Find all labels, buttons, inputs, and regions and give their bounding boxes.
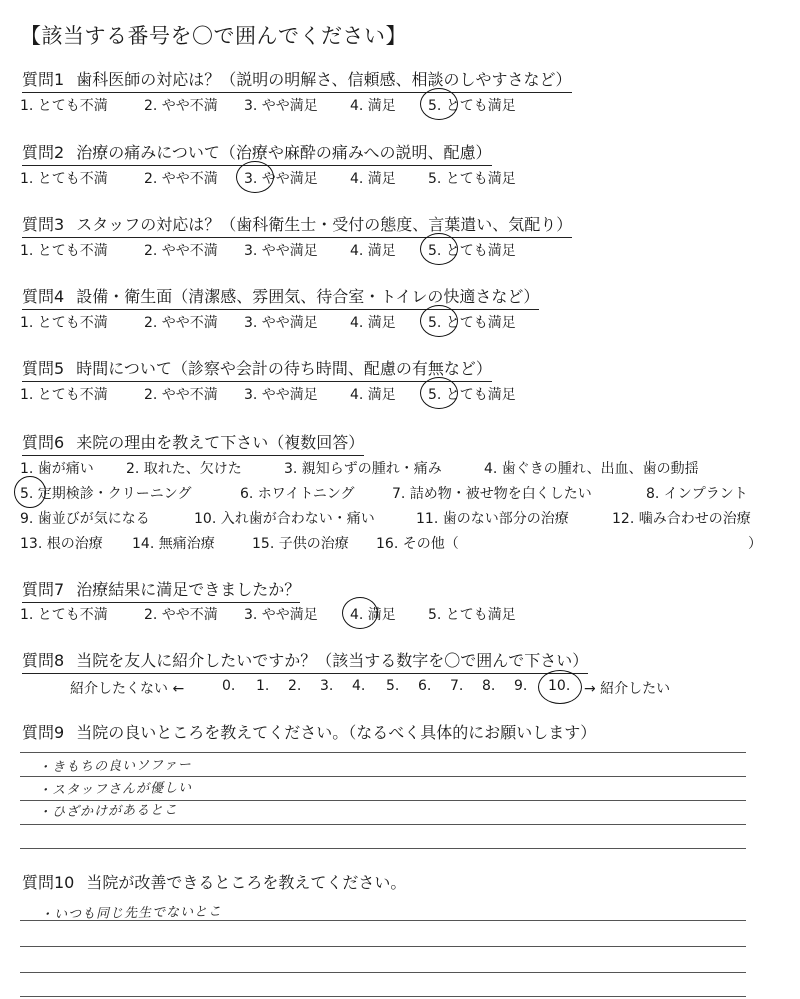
handwritten-answer: ・スタッフさんが優しい bbox=[37, 780, 193, 799]
nps-option[interactable]: 0. bbox=[222, 678, 236, 694]
nps-right-label: → 紹介したい bbox=[584, 681, 671, 697]
question-text: 治療結果に満足できましたか？ bbox=[76, 580, 301, 599]
reason-option[interactable]: 16. その他（ bbox=[376, 536, 459, 552]
reason-option[interactable]: 12. 噛み合わせの治療 bbox=[612, 511, 751, 527]
nps-option[interactable]: 1. bbox=[256, 678, 270, 694]
question-number: 質問8 bbox=[22, 651, 65, 670]
question-text: スタッフの対応は？（歯科衛生士・受付の態度、言葉遣い、気配り） bbox=[76, 215, 573, 234]
rating-option-5[interactable]: 5. とても満足 bbox=[428, 315, 516, 331]
question-9-heading bbox=[22, 720, 596, 743]
question-8-heading bbox=[22, 648, 588, 674]
selected-circle bbox=[538, 670, 582, 704]
handwritten-answer: ・ひざかけがあるとこ bbox=[37, 802, 179, 821]
reason-option[interactable]: 14. 無痛治療 bbox=[132, 536, 215, 552]
handwritten-answer: ・いつも同じ先生でないとこ bbox=[39, 904, 223, 923]
rating-option-1[interactable]: 1. とても不満 bbox=[20, 387, 108, 403]
nps-left-label: 紹介したくない ← bbox=[70, 681, 185, 697]
rating-option-5[interactable]: 5. とても満足 bbox=[428, 387, 516, 403]
question-number: 質問9 bbox=[22, 723, 65, 742]
rating-option-5[interactable]: 5. とても満足 bbox=[428, 98, 516, 114]
reason-option[interactable]: 13. 根の治療 bbox=[20, 536, 103, 552]
question-number: 質問10 bbox=[22, 873, 75, 892]
reason-option[interactable]: 15. 子供の治療 bbox=[252, 536, 349, 552]
rating-option-4[interactable]: 4. 満足 bbox=[350, 315, 396, 331]
rating-option-3[interactable]: 3. やや満足 bbox=[244, 243, 318, 259]
nps-option[interactable]: 5. bbox=[386, 678, 400, 694]
answer-line bbox=[20, 824, 746, 825]
rating-option-3[interactable]: 3. やや満足 bbox=[244, 607, 318, 623]
question-number: 質問3 bbox=[22, 215, 65, 234]
question-text: 当院を友人に紹介したいですか？（該当する数字を〇で囲んで下さい） bbox=[76, 651, 589, 670]
rating-option-1[interactable]: 1. とても不満 bbox=[20, 171, 108, 187]
selected-circle bbox=[420, 233, 458, 265]
question-number: 質問4 bbox=[22, 287, 65, 306]
nps-option[interactable]: 10. bbox=[548, 678, 571, 694]
selected-circle bbox=[342, 597, 378, 629]
question-text: 当院が改善できるところを教えてください。 bbox=[86, 873, 407, 892]
nps-option[interactable]: 6. bbox=[418, 678, 432, 694]
nps-option[interactable]: 2. bbox=[288, 678, 302, 694]
reason-option[interactable]: 11. 歯のない部分の治療 bbox=[416, 511, 569, 527]
reason-option[interactable]: ） bbox=[748, 536, 762, 552]
question-text: 設備・衛生面（清潔感、雰囲気、待合室・トイレの快適さなど） bbox=[76, 287, 540, 306]
question-text: 当院の良いところを教えてください。（なるべく具体的にお願いします） bbox=[76, 723, 597, 742]
rating-option-4[interactable]: 4. 満足 bbox=[350, 607, 396, 623]
nps-option[interactable]: 8. bbox=[482, 678, 496, 694]
answer-line bbox=[20, 848, 746, 849]
handwritten-answer: ・きもちの良いソファー bbox=[37, 757, 192, 776]
rating-option-4[interactable]: 4. 満足 bbox=[350, 243, 396, 259]
reason-option[interactable]: 6. ホワイトニング bbox=[240, 486, 355, 502]
selected-circle bbox=[420, 377, 458, 409]
question-3-heading bbox=[22, 212, 572, 238]
reason-option[interactable]: 2. 取れた、欠けた bbox=[126, 461, 242, 477]
question-5-heading bbox=[22, 356, 492, 382]
selected-circle bbox=[236, 161, 274, 193]
rating-option-2[interactable]: 2. やや不満 bbox=[144, 387, 218, 403]
rating-option-3[interactable]: 3. やや満足 bbox=[244, 98, 318, 114]
answer-line bbox=[20, 946, 746, 947]
rating-option-4[interactable]: 4. 満足 bbox=[350, 98, 396, 114]
question-number: 質問7 bbox=[22, 580, 65, 599]
question-6-heading bbox=[22, 430, 364, 456]
rating-option-3[interactable]: 3. やや満足 bbox=[244, 387, 318, 403]
question-number: 質問6 bbox=[22, 433, 65, 452]
rating-option-1[interactable]: 1. とても不満 bbox=[20, 98, 108, 114]
question-1-heading bbox=[22, 67, 572, 93]
rating-option-2[interactable]: 2. やや不満 bbox=[144, 607, 218, 623]
answer-line bbox=[20, 752, 746, 753]
rating-option-5[interactable]: 5. とても満足 bbox=[428, 243, 516, 259]
reason-option[interactable]: 5. 定期検診・クリーニング bbox=[20, 486, 192, 502]
question-7-heading bbox=[22, 577, 300, 603]
reason-option[interactable]: 1. 歯が痛い bbox=[20, 461, 94, 477]
rating-option-2[interactable]: 2. やや不満 bbox=[144, 171, 218, 187]
rating-option-1[interactable]: 1. とても不満 bbox=[20, 243, 108, 259]
selected-circle bbox=[420, 88, 458, 120]
answer-line bbox=[20, 972, 746, 973]
reason-option[interactable]: 10. 入れ歯が合わない・痛い bbox=[194, 511, 375, 527]
reason-option[interactable]: 3. 親知らずの腫れ・痛み bbox=[284, 461, 442, 477]
rating-option-3[interactable]: 3. やや満足 bbox=[244, 315, 318, 331]
question-number: 質問2 bbox=[22, 143, 65, 162]
reason-option[interactable]: 4. 歯ぐきの腫れ、出血、歯の動揺 bbox=[484, 461, 699, 477]
reason-option[interactable]: 9. 歯並びが気になる bbox=[20, 511, 150, 527]
rating-option-1[interactable]: 1. とても不満 bbox=[20, 315, 108, 331]
rating-option-2[interactable]: 2. やや不満 bbox=[144, 98, 218, 114]
nps-option[interactable]: 4. bbox=[352, 678, 366, 694]
reason-option[interactable]: 8. インプラント bbox=[646, 486, 748, 502]
question-number: 質問1 bbox=[22, 70, 65, 89]
rating-option-5[interactable]: 5. とても満足 bbox=[428, 171, 516, 187]
question-4-heading bbox=[22, 284, 539, 310]
answer-line bbox=[20, 996, 746, 997]
nps-option[interactable]: 7. bbox=[450, 678, 464, 694]
reason-option[interactable]: 7. 詰め物・被せ物を白くしたい bbox=[392, 486, 592, 502]
rating-option-3[interactable]: 3. やや満足 bbox=[244, 171, 318, 187]
rating-option-2[interactable]: 2. やや不満 bbox=[144, 243, 218, 259]
selected-circle bbox=[14, 476, 46, 508]
question-text: 来院の理由を教えて下さい（複数回答） bbox=[76, 433, 365, 452]
question-text: 時間について（診察や会計の待ち時間、配慮の有無など） bbox=[76, 359, 492, 378]
question-number: 質問5 bbox=[22, 359, 65, 378]
rating-option-2[interactable]: 2. やや不満 bbox=[144, 315, 218, 331]
rating-option-1[interactable]: 1. とても不満 bbox=[20, 607, 108, 623]
rating-option-5[interactable]: 5. とても満足 bbox=[428, 607, 516, 623]
page-title: 【該当する番号を〇で囲んでください】 bbox=[20, 24, 407, 48]
nps-option[interactable]: 3. bbox=[320, 678, 334, 694]
nps-option[interactable]: 9. bbox=[514, 678, 528, 694]
rating-option-4[interactable]: 4. 満足 bbox=[350, 387, 396, 403]
question-10-heading bbox=[22, 870, 406, 893]
rating-option-4[interactable]: 4. 満足 bbox=[350, 171, 396, 187]
selected-circle bbox=[420, 305, 458, 337]
question-text: 歯科医師の対応は？（説明の明解さ、信頼感、相談のしやすさなど） bbox=[76, 70, 572, 89]
question-text: 治療の痛みについて（治療や麻酔の痛みへの説明、配慮） bbox=[76, 143, 492, 162]
